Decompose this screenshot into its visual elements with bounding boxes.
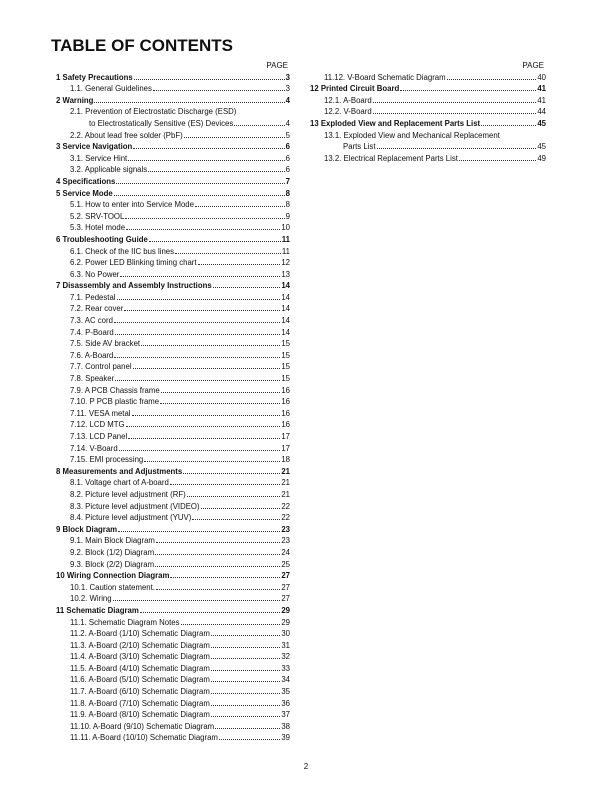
toc-right-column — [310, 60, 546, 164]
dot-leader — [119, 450, 281, 451]
toc-entry-page: 16 — [281, 420, 290, 430]
toc-entry-page: 8 — [285, 188, 290, 198]
dot-leader — [481, 125, 536, 126]
toc-left-list — [56, 72, 290, 744]
toc-subsection-entry[interactable] — [56, 246, 290, 258]
dot-leader — [118, 531, 280, 532]
toc-subsection-entry[interactable] — [310, 95, 546, 107]
toc-section-entry[interactable] — [56, 141, 290, 153]
toc-entry-label: 11.3. A-Board (2/10) Schematic Diagram — [70, 640, 210, 650]
toc-subsection-entry[interactable] — [56, 617, 290, 629]
toc-subsection-entry[interactable] — [56, 651, 290, 663]
dot-leader — [116, 183, 284, 184]
toc-subsection-entry[interactable] — [56, 385, 290, 397]
toc-entry-label: 11.2. A-Board (1/10) Schematic Diagram — [70, 629, 210, 639]
dot-leader — [373, 102, 537, 103]
toc-entry-label: 5.2. SRV-TOOL — [70, 211, 125, 221]
toc-entry-label: 7.3. AC cord — [70, 316, 113, 326]
toc-entry-label: 11.9. A-Board (8/10) Schematic Diagram — [70, 710, 210, 720]
toc-entry-page: 41 — [537, 84, 546, 94]
toc-section-entry[interactable] — [56, 524, 290, 536]
dot-leader — [155, 566, 280, 567]
dot-leader — [211, 716, 280, 717]
toc-entry-label: 6.2. Power LED Blinking timing chart — [70, 258, 197, 268]
toc-entry-label: 8.1. Voltage chart of A-board — [70, 478, 169, 488]
toc-entry-page: 7 — [285, 176, 290, 186]
dot-leader — [141, 345, 280, 346]
toc-section-entry[interactable] — [56, 72, 290, 84]
toc-subsection-entry[interactable] — [56, 419, 290, 431]
toc-subsection-entry[interactable] — [56, 350, 290, 362]
dot-leader — [148, 171, 285, 172]
dot-leader — [155, 554, 280, 555]
dot-leader — [114, 322, 280, 323]
dot-leader — [160, 403, 280, 404]
toc-subsection-entry[interactable] — [56, 628, 290, 640]
toc-section-entry[interactable] — [56, 188, 290, 200]
dot-leader — [144, 461, 280, 462]
toc-entry-page: 16 — [281, 397, 290, 407]
toc-entry-page: 21 — [281, 478, 290, 488]
toc-entry-label: 12.2. V-Board — [324, 107, 372, 117]
toc-entry-page: 29 — [281, 617, 290, 627]
toc-subsection-entry[interactable] — [56, 501, 290, 513]
dot-leader — [195, 206, 285, 207]
toc-entry-label: 10.2. Wiring — [70, 594, 112, 604]
toc-subsection-entry[interactable] — [56, 199, 290, 211]
dot-leader — [187, 496, 281, 497]
dot-leader — [113, 600, 281, 601]
toc-entry-label: 7.1. Pedestal — [70, 292, 116, 302]
toc-entry-label: 13 Exploded View and Replacement Parts List — [310, 118, 481, 128]
toc-subsection-entry[interactable] — [56, 454, 290, 466]
dot-leader — [373, 113, 537, 114]
toc-entry-page: 44 — [537, 107, 546, 117]
toc-entry-page: 14 — [281, 327, 290, 337]
page-column-header: PAGE — [522, 61, 544, 70]
dot-leader — [114, 357, 280, 358]
toc-entry-page: 15 — [281, 362, 290, 372]
dot-leader — [211, 681, 280, 682]
toc-entry-page: 9 — [285, 211, 290, 221]
toc-entry-label: 11 Schematic Diagram — [56, 605, 139, 615]
dot-leader — [211, 705, 280, 706]
toc-entry-page: 16 — [281, 408, 290, 418]
toc-entry-label: 5.1. How to enter into Service Mode — [70, 200, 194, 210]
dot-leader — [211, 635, 280, 636]
toc-subsection-entry[interactable] — [56, 663, 290, 675]
toc-entry-page: 41 — [537, 95, 546, 105]
toc-entry-page: 34 — [281, 675, 290, 685]
toc-section-entry[interactable] — [56, 605, 290, 617]
toc-entry-page: 38 — [281, 721, 290, 731]
toc-subsection-entry[interactable] — [56, 582, 290, 594]
toc-section-entry[interactable] — [56, 280, 290, 292]
toc-right-list — [310, 72, 546, 165]
toc-entry-label: 3.2. Applicable signals — [70, 165, 148, 175]
toc-entry-label: 3.1. Service Hint — [70, 153, 128, 163]
dot-leader — [156, 542, 280, 543]
toc-entry-page: 45 — [537, 142, 546, 152]
dot-leader — [377, 148, 537, 149]
toc-entry-label: 12.1. A-Board — [324, 95, 372, 105]
toc-section-entry[interactable] — [310, 118, 546, 130]
toc-entry-label: 8.3. Picture level adjustment (VIDEO) — [70, 501, 200, 511]
dot-leader — [181, 624, 281, 625]
toc-entry-page: 24 — [281, 547, 290, 557]
dot-leader — [115, 334, 281, 335]
toc-entry-heading-line[interactable]: 2.1. Prevention of Electrostatic Discharge (ESD) — [70, 107, 237, 117]
toc-subsection-entry[interactable] — [56, 130, 290, 142]
toc-entry-label: 8.4. Picture level adjustment (YUV) — [70, 513, 192, 523]
dot-leader — [219, 739, 280, 740]
page-title: TABLE OF CONTENTS — [51, 36, 233, 55]
toc-subsection-entry[interactable] — [56, 559, 290, 571]
dot-leader — [201, 508, 281, 509]
toc-entry-label: 11.11. A-Board (10/10) Schematic Diagram — [70, 733, 218, 743]
toc-entry-heading-line[interactable]: 13.1. Exploded View and Mechanical Replacement — [324, 130, 500, 140]
toc-subsection-entry[interactable] — [56, 698, 290, 710]
toc-subsection-entry[interactable] — [56, 327, 290, 339]
toc-entry-page: 11 — [281, 246, 290, 256]
toc-entry-label: 2 Warning — [56, 95, 94, 105]
toc-entry-page: 35 — [281, 687, 290, 697]
toc-entry-page: 33 — [281, 663, 290, 673]
toc-left-column — [56, 60, 290, 744]
dot-leader — [153, 90, 285, 91]
toc-entry-label: 7.10. P PCB plastic frame — [70, 397, 160, 407]
toc-entry-label: 12 Printed Circuit Board — [310, 84, 400, 94]
toc-entry-label: 7.2. Rear cover — [70, 304, 124, 314]
toc-entry-page: 21 — [281, 466, 290, 476]
dot-leader — [192, 519, 280, 520]
toc-subsection-entry[interactable] — [56, 269, 290, 281]
toc-entry-label: 7.12. LCD MTG — [70, 420, 125, 430]
toc-entry-label: 11.5. A-Board (4/10) Schematic Diagram — [70, 663, 210, 673]
toc-entry-page: 15 — [281, 374, 290, 384]
toc-entry-page: 10 — [281, 223, 290, 233]
toc-entry-page: 22 — [281, 501, 290, 511]
toc-entry-page: 17 — [281, 432, 290, 441]
dot-leader — [161, 392, 281, 393]
toc-entry-page: 12 — [281, 258, 290, 268]
toc-entry-page: 23 — [281, 524, 290, 534]
toc-entry-label: 1.1. General Guidelines — [70, 84, 152, 94]
toc-entry-page: 27 — [281, 571, 290, 581]
toc-entry-page: 36 — [281, 698, 290, 708]
toc-subsection-entry[interactable] — [56, 709, 290, 721]
toc-entry-label: 5 Service Mode — [56, 188, 113, 198]
toc-entry-page: 14 — [281, 292, 290, 302]
toc-entry-label: 11.6. A-Board (5/10) Schematic Diagram — [70, 675, 210, 685]
toc-entry-label: 11.8. A-Board (7/10) Schematic Diagram — [70, 698, 210, 708]
toc-entry-label: 9 Block Diagram — [56, 524, 118, 534]
dot-leader — [115, 380, 280, 381]
toc-section-entry[interactable] — [56, 176, 290, 188]
toc-entry-label: 5.3. Hotel mode — [70, 223, 126, 233]
toc-entry-label: 11.4. A-Board (3/10) Schematic Diagram — [70, 652, 210, 662]
toc-entry-page: 6 — [285, 142, 290, 152]
toc-entry-label: 9.2. Block (1/2) Diagram — [70, 547, 155, 557]
dot-leader — [400, 90, 536, 91]
toc-entry-label: 7.7. Control panel — [70, 362, 132, 372]
toc-subsection-entry[interactable] — [56, 535, 290, 547]
toc-entry-page: 23 — [281, 536, 290, 546]
toc-subsection-entry[interactable] — [56, 489, 290, 501]
toc-entry-page: 37 — [281, 710, 290, 720]
toc-entry-page: 6 — [285, 165, 290, 175]
dot-leader — [198, 264, 281, 265]
page-column-header: PAGE — [266, 61, 288, 70]
toc-entry-label: 8 Measurements and Adjustments — [56, 466, 183, 476]
toc-entry-page: 18 — [281, 455, 290, 465]
toc-entry-page: 8 — [285, 200, 290, 210]
toc-entry-page: 6 — [285, 153, 290, 163]
toc-subsection-entry[interactable] — [56, 547, 290, 559]
toc-entry-label: 3 Service Navigation — [56, 142, 133, 152]
toc-subsection-entry[interactable] — [310, 141, 546, 153]
toc-entry-page: 3 — [285, 72, 290, 82]
dot-leader — [211, 647, 280, 648]
dot-leader — [128, 160, 284, 161]
toc-subsection-entry[interactable] — [56, 686, 290, 698]
toc-subsection-entry[interactable] — [56, 396, 290, 408]
toc-subsection-entry[interactable] — [56, 83, 290, 95]
toc-entry-label: 11.7. A-Board (6/10) Schematic Diagram — [70, 687, 210, 697]
dot-leader — [140, 612, 281, 613]
toc-entry-page: 30 — [281, 629, 290, 639]
toc-entry-page: 17 — [281, 443, 290, 453]
toc-entry-label: 4 Specifications — [56, 176, 116, 186]
toc-entry-page: 32 — [281, 652, 290, 662]
toc-entry-page: 21 — [281, 489, 290, 499]
toc-subsection-entry[interactable] — [56, 512, 290, 524]
toc-section-entry[interactable] — [56, 570, 290, 582]
toc-entry-page: 13 — [281, 269, 290, 279]
page-number: 2 — [303, 762, 309, 771]
toc-entry-label: 7.13. LCD Panel — [70, 432, 128, 441]
dot-leader — [133, 148, 284, 149]
toc-entry-label: 7.9. A PCB Chassis frame — [70, 385, 160, 395]
toc-entry-page: 14 — [281, 316, 290, 326]
dot-leader — [134, 79, 285, 80]
toc-entry-page: 15 — [281, 350, 290, 360]
toc-entry-page: 14 — [281, 281, 290, 291]
dot-leader — [149, 241, 281, 242]
toc-entry-page: 29 — [281, 605, 290, 615]
dot-leader — [447, 79, 537, 80]
dot-leader — [184, 137, 285, 138]
dot-leader — [170, 577, 280, 578]
toc-subsection-entry[interactable] — [56, 431, 290, 443]
toc-entry-label: 7.15. EMI processing — [70, 455, 144, 465]
toc-entry-page: 40 — [537, 72, 546, 82]
toc-entry-label: 7.4. P-Board — [70, 327, 114, 337]
toc-subsection-entry[interactable] — [56, 222, 290, 234]
dot-leader — [120, 276, 280, 277]
toc-entry-page: 49 — [537, 153, 546, 163]
dot-leader — [117, 299, 281, 300]
toc-entry-label: 6.1. Check of the IIC bus lines — [70, 246, 175, 256]
toc-subsection-entry[interactable] — [56, 373, 290, 385]
dot-leader — [124, 310, 280, 311]
toc-subsection-entry[interactable] — [56, 303, 290, 315]
toc-entry-label: 10 Wiring Connection Diagram — [56, 571, 170, 581]
dot-leader — [126, 229, 280, 230]
toc-entry-page: 14 — [281, 304, 290, 314]
toc-subsection-entry[interactable] — [56, 674, 290, 686]
dot-leader — [133, 368, 281, 369]
toc-entry-page: 25 — [281, 559, 290, 569]
toc-subsection-entry[interactable] — [56, 164, 290, 176]
toc-subsection-entry[interactable] — [310, 106, 546, 118]
toc-subsection-entry[interactable] — [56, 257, 290, 269]
dot-leader — [215, 728, 280, 729]
dot-leader — [211, 670, 280, 671]
toc-entry-label: 13.2. Electrical Replacement Parts List — [324, 153, 458, 163]
toc-entry-page: 5 — [285, 130, 290, 140]
dot-leader — [459, 160, 536, 161]
toc-entry-label: 7.14. V-Board — [70, 443, 118, 453]
toc-section-entry[interactable] — [56, 234, 290, 246]
dot-leader — [125, 218, 284, 219]
toc-subsection-entry[interactable] — [310, 72, 546, 84]
toc-entry-label: 6.3. No Power — [70, 269, 120, 279]
toc-entry-page: 31 — [281, 640, 290, 650]
toc-entry-label: 7 Disassembly and Assembly Instructions — [56, 281, 212, 291]
toc-entry-page: 3 — [285, 84, 290, 94]
toc-section-entry[interactable] — [56, 95, 290, 107]
toc-entry-page: 11 — [281, 234, 290, 244]
dot-leader — [156, 589, 280, 590]
dot-leader — [234, 125, 284, 126]
dot-leader — [126, 426, 281, 427]
toc-subsection-entry[interactable] — [56, 211, 290, 223]
toc-entry-page: 4 — [285, 95, 290, 105]
toc-entry-page: 45 — [537, 118, 546, 128]
toc-entry-label: 11.10. A-Board (9/10) Schematic Diagram — [70, 721, 215, 731]
toc-subsection-entry[interactable] — [56, 315, 290, 327]
toc-subsection-entry[interactable] — [56, 640, 290, 652]
toc-subsection-entry[interactable] — [56, 408, 290, 420]
toc-subsection-entry[interactable] — [310, 153, 546, 165]
toc-subsection-entry[interactable] — [56, 721, 290, 733]
toc-entry-label: 6 Troubleshooting Guide — [56, 234, 148, 244]
toc-entry-label: 7.6. A-Board — [70, 350, 114, 360]
toc-section-entry[interactable] — [56, 466, 290, 478]
toc-subsection-entry[interactable] — [56, 292, 290, 304]
toc-entry-label: 9.3. Block (2/2) Diagram — [70, 559, 155, 569]
toc-entry-label: 11.12. V-Board Schematic Diagram — [324, 72, 446, 82]
toc-subsection-entry[interactable] — [56, 118, 290, 130]
toc-entry-label: 8.2. Picture level adjustment (RF) — [70, 489, 186, 499]
toc-subsection-entry[interactable] — [56, 477, 290, 489]
toc-entry-label: 2.2. About lead free solder (PbF) — [70, 130, 183, 140]
toc-subsection-entry[interactable] — [56, 361, 290, 373]
dot-leader — [211, 693, 280, 694]
toc-subsection-entry[interactable] — [56, 443, 290, 455]
toc-entry-label: 9.1. Main Block Diagram — [70, 536, 155, 546]
toc-subsection-entry[interactable] — [56, 338, 290, 350]
dot-leader — [114, 195, 285, 196]
dot-leader — [175, 253, 281, 254]
toc-subsection-entry[interactable] — [56, 153, 290, 165]
toc-entry-page: 27 — [281, 582, 290, 592]
toc-entry-page: 27 — [281, 594, 290, 604]
toc-entry-page: 15 — [281, 339, 290, 349]
toc-entry-label: 7.11. VESA metal — [70, 408, 131, 418]
toc-subsection-entry[interactable] — [56, 593, 290, 605]
toc-section-entry[interactable] — [310, 83, 546, 95]
toc-entry-page: 4 — [285, 118, 290, 128]
dot-leader — [132, 415, 281, 416]
toc-entry-label: to Electrostatically Sensitive (ES) Devices — [89, 118, 234, 128]
toc-entry-label: 11.1. Schematic Diagram Notes — [70, 617, 180, 627]
toc-subsection-entry[interactable] — [56, 732, 290, 744]
dot-leader — [94, 102, 284, 103]
toc-entry-page: 16 — [281, 385, 290, 395]
dot-leader — [211, 658, 280, 659]
toc-entry-label: 7.5. Side AV bracket — [70, 339, 141, 349]
dot-leader — [170, 484, 280, 485]
toc-entry-page: 39 — [281, 733, 290, 743]
toc-entry-label: 1 Safety Precautions — [56, 72, 133, 82]
toc-entry-label: 10.1. Caution statement. — [70, 582, 155, 592]
toc-entry-label: 7.8. Speaker — [70, 374, 115, 384]
toc-entry-page: 22 — [281, 513, 290, 523]
dot-leader — [213, 287, 281, 288]
dot-leader — [128, 438, 280, 439]
toc-entry-label: Parts List — [343, 142, 376, 152]
dot-leader — [183, 473, 280, 474]
